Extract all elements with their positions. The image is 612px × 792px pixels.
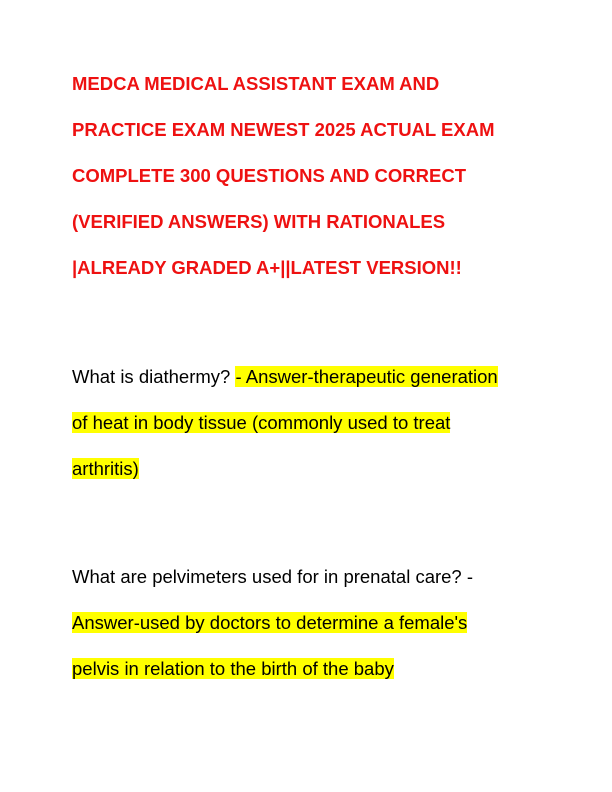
answer-highlight: Answer-used by doctors to determine a female's — [72, 612, 468, 633]
answer-line — [72, 612, 467, 634]
answer-highlight: - Answer-therapeutic generation — [235, 366, 498, 387]
title-line: |ALREADY GRADED A+||LATEST VERSION!! — [72, 257, 462, 278]
title-line: PRACTICE EXAM NEWEST 2025 ACTUAL EXAM — [72, 119, 495, 140]
answer-line — [72, 658, 394, 680]
answer-highlight: pelvis in relation to the birth of the baby — [72, 658, 394, 679]
qa-first-line — [72, 366, 498, 388]
answer-line — [72, 412, 450, 434]
answer-line — [72, 458, 139, 480]
title-line: COMPLETE 300 QUESTIONS AND CORRECT — [72, 165, 467, 186]
title-line: MEDCA MEDICAL ASSISTANT EXAM AND — [72, 73, 440, 94]
question-text: What is diathermy? — [72, 366, 236, 387]
question-text: What are pelvimeters used for in prenatal care? - — [72, 566, 474, 587]
answer-highlight: of heat in body tissue (commonly used to treat — [72, 412, 451, 433]
title-line: (VERIFIED ANSWERS) WITH RATIONALES — [72, 211, 446, 232]
answer-highlight: arthritis) — [72, 458, 139, 479]
